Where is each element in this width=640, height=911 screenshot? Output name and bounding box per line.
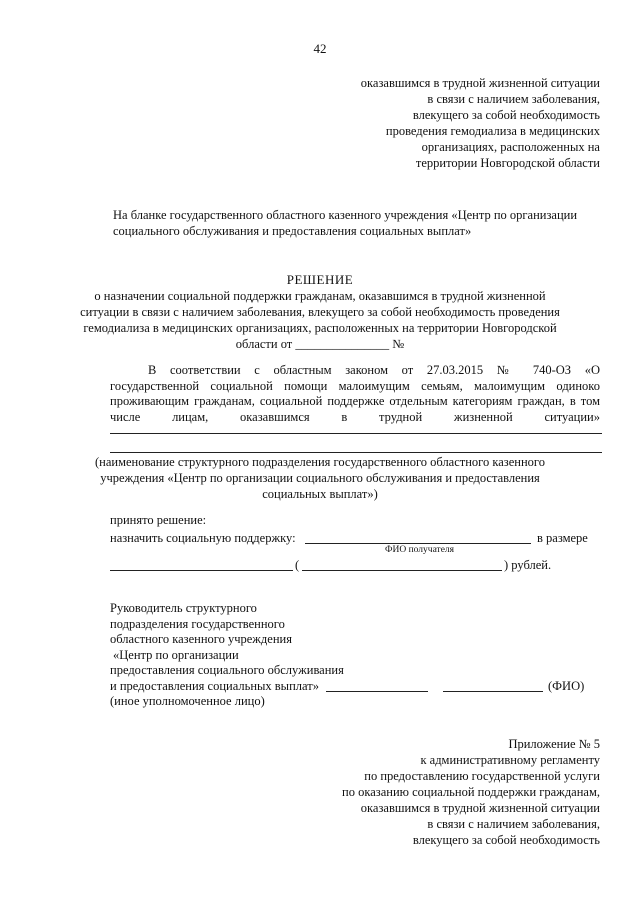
header-line: в связи с наличием заболевания, (427, 92, 600, 106)
header-line: проведения гемодиализа в медицинских (385, 124, 600, 138)
decision-made-label: принято решение: (110, 513, 207, 527)
signature-field[interactable] (326, 691, 428, 692)
signature-line: подразделения государственного (110, 616, 285, 631)
header-line: влекущего за собой необходимость (412, 108, 600, 122)
page-number: 42 (313, 41, 327, 56)
appendix-line: по предоставлению государственной услуги (364, 769, 600, 783)
subtitle-line: о назначении социальной поддержки гражданам, оказавшимся в трудной жизненной (94, 289, 546, 303)
appendix-line: влекущего за собой необходимость (412, 833, 600, 847)
decision-subtitle (0, 288, 640, 352)
recipient-name-field[interactable] (305, 543, 531, 544)
recipient-caption: ФИО получателя (385, 545, 455, 555)
signature-line: Руководитель структурного (110, 601, 257, 615)
assign-support-label: назначить социальную поддержку: (110, 531, 296, 545)
blank-line-1 (110, 433, 602, 434)
decision-title: РЕШЕНИЕ (286, 272, 354, 287)
fio-field[interactable] (443, 691, 543, 692)
appendix-line: в связи с наличием заболевания, (427, 817, 600, 831)
signature-block (110, 601, 344, 710)
letterhead-line: социального обслуживания и предоставления социальных выплат» (113, 224, 472, 238)
signature-line: предоставления социального обслуживания (110, 663, 344, 677)
fio-label: (ФИО) (548, 679, 585, 693)
signature-line: областного казенного учреждения (110, 632, 292, 646)
amount-label: в размере (537, 531, 588, 545)
header-addressee-block (361, 75, 600, 171)
rubles-label: ) рублей. (504, 558, 552, 572)
note-line: социальных выплат») (262, 487, 378, 501)
body-line: В соответствии с областным законом от 27.03.2015 № 740-ОЗ «О (148, 363, 600, 377)
header-line: организациях, расположенных на (421, 140, 600, 154)
body-line: государственной социальной помощи малоимущим семьям, малоимущим одиноко (110, 378, 600, 393)
subtitle-line: ситуации в связи с наличием заболевания, влекущего за собой необходимость проведения (80, 305, 560, 319)
subtitle-line: области от _______________ № (235, 337, 405, 351)
note-line: (наименование структурного подразделения государственного областного казенного (95, 455, 545, 469)
structural-unit-note (0, 454, 640, 502)
letterhead-note (113, 207, 577, 239)
amount-words-field[interactable] (302, 570, 502, 571)
appendix-block (342, 736, 600, 848)
signature-line: и предоставления социальных выплат» (110, 678, 319, 693)
header-line: оказавшимся в трудной жизненной ситуации (360, 76, 600, 90)
header-line: территории Новгородской области (415, 156, 600, 170)
signature-line: «Центр по организации (113, 647, 239, 662)
amount-number-field[interactable] (110, 570, 293, 571)
subtitle-line: гемодиализа в медицинских организациях, расположенных на территории Новгородской (83, 321, 557, 335)
appendix-line: оказавшимся в трудной жизненной ситуации (360, 801, 600, 815)
body-line: числе лицам, оказавшимся в трудной жизненной ситуации» (110, 409, 600, 424)
authorized-person-label: (иное уполномоченное лицо) (110, 694, 265, 708)
appendix-line: к административному регламенту (420, 753, 600, 767)
appendix-line: Приложение № 5 (508, 737, 600, 751)
letterhead-line: На бланке государственного областного казенного учреждения «Центр по организации (113, 208, 578, 222)
body-paragraph (110, 363, 600, 425)
appendix-line: по оказанию социальной поддержки гражданам, (342, 785, 600, 799)
blank-line-2 (110, 452, 602, 453)
body-line: проживающим гражданам, социальной поддержке отдельным категориям граждан, в том (110, 394, 600, 408)
open-paren: ( (295, 558, 300, 572)
note-line: учреждения «Центр по организации социального обслуживания и предоставления (100, 471, 540, 485)
